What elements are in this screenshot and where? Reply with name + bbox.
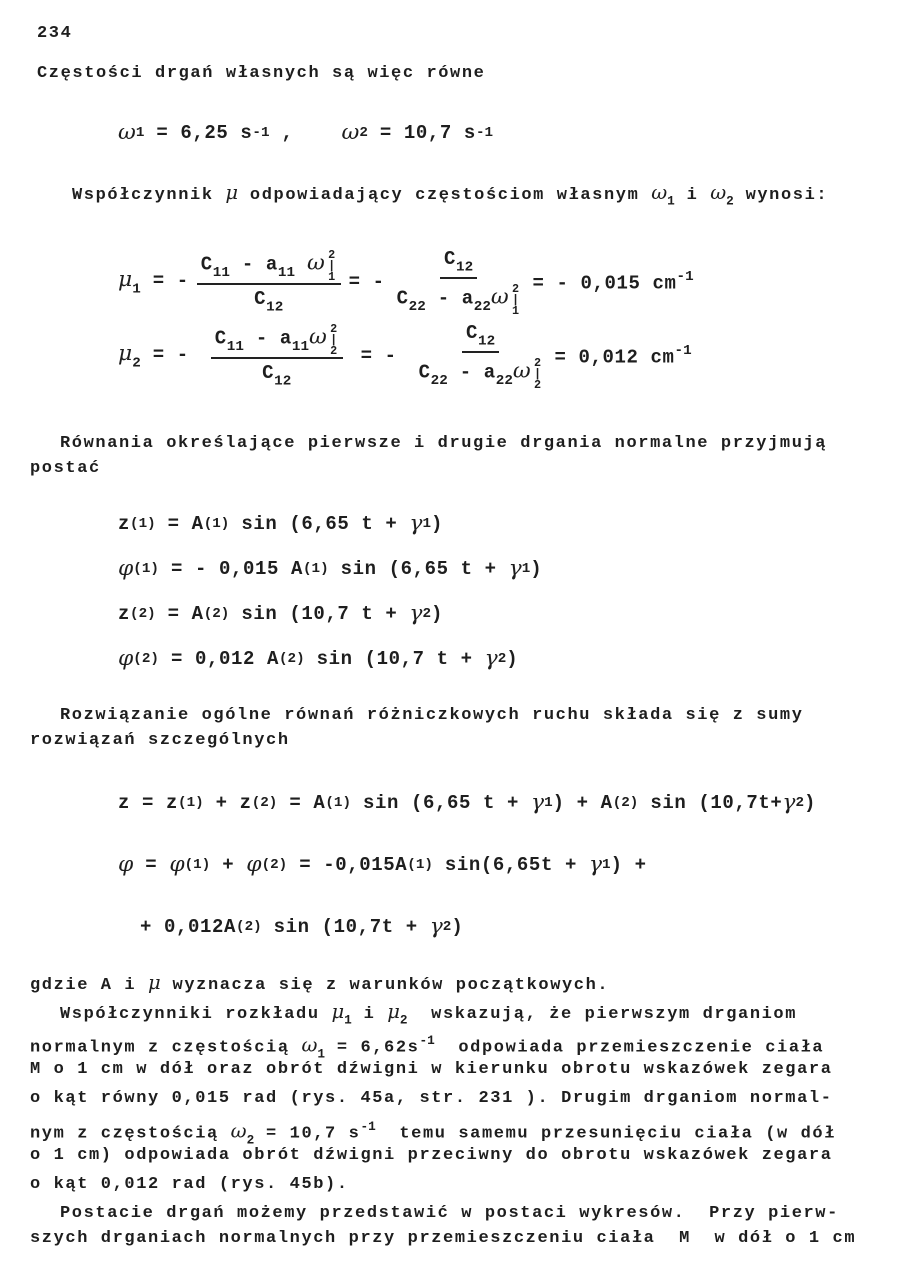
paragraph-line — [30, 1229, 856, 1249]
normal-mode-equation — [118, 646, 518, 671]
text-segment: C — [200, 253, 213, 276]
text-segment: ) + A — [552, 791, 613, 814]
subscript: 2 — [795, 794, 804, 811]
fraction-numerator — [211, 322, 343, 359]
mu2-mid — [361, 345, 397, 367]
greek-symbol: ω — [309, 324, 327, 350]
text-segment: , — [269, 121, 342, 144]
normal-mode-equation — [118, 601, 443, 626]
subscript: (2) — [278, 650, 305, 667]
text-segment: ) — [530, 557, 543, 580]
general-solution-equation — [118, 852, 647, 877]
subscript: 1 — [544, 794, 553, 811]
stacked-script: 2|2 — [326, 322, 341, 355]
text-segment: z = z — [118, 791, 179, 814]
paragraph-line — [60, 706, 804, 726]
subscript: 22 — [430, 373, 448, 390]
mu2-fraction-1 — [211, 322, 343, 389]
fraction-numerator — [197, 248, 341, 285]
fraction-denominator — [258, 359, 295, 389]
text-segment: Współczynniki rozkładu — [60, 1005, 332, 1024]
text-segment: rozwiązań szczególnych — [30, 731, 290, 750]
greek-symbol: μ — [387, 1000, 400, 1023]
general-solution-equation — [140, 914, 463, 939]
text-segment: sin (10,7t+ — [638, 791, 783, 814]
text-segment: ) — [431, 512, 444, 535]
subscript: 2 — [359, 124, 368, 141]
greek-symbol: φ — [118, 646, 134, 671]
text-segment: postać — [30, 459, 101, 478]
text-segment: = 10,7 s — [367, 121, 476, 144]
text-segment: z — [118, 512, 131, 535]
superscript: -1 — [360, 1119, 376, 1134]
text-segment: = - — [348, 270, 385, 293]
greek-symbol: ω — [301, 1033, 318, 1057]
mu1-fraction-2 — [393, 248, 525, 315]
fraction-denominator — [250, 285, 287, 315]
paragraph-line — [30, 731, 290, 751]
subscript: (2) — [236, 918, 262, 935]
greek-symbol: φ — [169, 852, 185, 877]
greek-symbol: γ — [782, 790, 796, 815]
stacked-script: 2|2 — [530, 356, 545, 390]
text-segment: = -0,015A — [287, 853, 408, 876]
text-segment: C — [254, 288, 267, 310]
text-segment: ) — [506, 647, 519, 670]
greek-symbol: φ — [246, 852, 262, 877]
omega-values-equation — [118, 120, 493, 145]
subscript: (2) — [261, 856, 288, 873]
paragraph-line — [60, 1204, 839, 1224]
mu1-result — [533, 269, 694, 295]
text-segment: sin (6,65 t + — [229, 512, 410, 535]
greek-symbol: ω — [230, 1119, 247, 1143]
greek-symbol: γ — [531, 790, 545, 815]
text-segment: o kąt 0,012 rad (rys. 45b). — [30, 1175, 349, 1194]
text-segment: i — [351, 1005, 388, 1024]
text-segment: wynosi: — [733, 186, 829, 205]
page-number: 234 — [37, 24, 73, 43]
text-segment: o 1 cm) odpowiada obrót dźwigni przeciwny do obrotu wskazówek zegara — [30, 1146, 833, 1165]
fraction-denominator — [393, 279, 525, 315]
subscript: (1) — [178, 794, 204, 811]
subscript: 2 — [422, 605, 431, 622]
text-segment: sin (10,7t + — [261, 915, 430, 938]
text-segment: C — [396, 287, 409, 310]
mu2-equation — [118, 322, 692, 389]
paragraph-line — [60, 434, 827, 454]
superscript: -1 — [252, 124, 270, 141]
subscript: 22 — [473, 299, 491, 316]
text-segment: = - 0,015 cm — [532, 272, 677, 295]
text-segment — [295, 254, 307, 276]
text-segment: o kąt równy 0,015 rad (rys. 45a, str. 231 ). Drugim drganiom normal- — [30, 1089, 833, 1108]
greek-symbol: ω — [710, 181, 727, 204]
text-segment: szych drganiach normalnych przy przemieszczeniu ciała M w dół o 1 cm — [30, 1229, 857, 1248]
subscript: 12 — [456, 259, 474, 276]
subscript: (2) — [133, 650, 159, 667]
text-segment: = - — [140, 343, 189, 366]
normal-mode-equation — [118, 556, 542, 581]
subscript: 22 — [408, 299, 426, 316]
text-segment: C — [214, 327, 227, 350]
superscript: -1 — [475, 124, 494, 141]
subscript: 2 — [132, 354, 141, 371]
greek-symbol: ω — [490, 284, 509, 310]
mu1-equation — [118, 248, 694, 315]
subscript: 2 — [442, 918, 452, 935]
subscript: 22 — [495, 373, 513, 390]
text-segment: = — [133, 853, 170, 876]
subscript: 1 — [602, 856, 611, 873]
greek-symbol: φ — [118, 556, 134, 581]
text-segment: = - — [360, 344, 397, 367]
paragraph-line — [30, 973, 609, 996]
subscript: 2 — [726, 193, 734, 209]
subscript: (2) — [203, 605, 230, 622]
text-segment: = 0,012 cm — [554, 346, 675, 369]
subscript: (1) — [203, 515, 230, 532]
greek-symbol: γ — [588, 852, 603, 877]
greek-symbol: γ — [484, 646, 498, 671]
superscript: -1 — [676, 268, 694, 285]
subscript: 12 — [274, 373, 292, 390]
text-segment: gdzie A i — [30, 976, 149, 995]
fraction-numerator — [440, 248, 477, 279]
text-segment: = 6,25 s — [144, 121, 253, 144]
text-segment: odpowiada przemieszczenie ciała — [434, 1038, 825, 1058]
subscript: 1 — [521, 560, 531, 577]
subscript: (2) — [251, 794, 278, 811]
greek-symbol: μ — [118, 266, 133, 292]
text-segment: sin (6,65 t + — [328, 557, 509, 580]
text-segment: nym z częstością — [30, 1124, 231, 1144]
text-segment: sin (10,7 t + — [304, 647, 485, 670]
text-segment: + — [210, 853, 247, 876]
mu2-fraction-2 — [415, 322, 547, 389]
text-segment: = 6,62s — [325, 1038, 420, 1058]
paragraph-line — [30, 1175, 349, 1195]
text-segment: = A — [277, 791, 326, 814]
superscript: -1 — [419, 1033, 435, 1048]
text-segment: - a — [229, 253, 278, 276]
subscript: (1) — [133, 560, 159, 577]
text-segment: Równania określające pierwsze i drugie drgania normalne przyjmują — [60, 434, 828, 453]
text-segment: normalnym z częstością — [30, 1038, 302, 1058]
fraction-numerator — [462, 322, 499, 353]
greek-symbol: μ — [225, 181, 239, 204]
intro-line — [37, 64, 485, 84]
greek-symbol: γ — [409, 601, 423, 626]
text-segment: Postacie drgań możemy przedstawić w postaci wykresów. Przy pierw- — [60, 1204, 839, 1223]
text-segment: z — [118, 602, 131, 625]
paragraph-line — [30, 459, 101, 479]
stacked-script: 2|1 — [324, 248, 339, 281]
fraction-denominator — [415, 353, 547, 389]
greek-symbol: μ — [118, 340, 133, 366]
text-segment: wskazują, że pierwszym drganiom — [407, 1005, 798, 1024]
subscript: 12 — [266, 299, 284, 316]
mu1-mid — [349, 271, 385, 293]
text-segment: i — [674, 186, 711, 205]
text-segment: - a — [447, 361, 496, 384]
mu1-fraction-1 — [197, 248, 341, 315]
greek-symbol: φ — [118, 852, 134, 877]
paragraph-line — [30, 1089, 833, 1109]
subscript: (2) — [612, 794, 639, 811]
greek-symbol: γ — [508, 556, 522, 581]
text-segment: - a — [425, 287, 474, 310]
greek-symbol: ω — [512, 358, 531, 384]
paragraph-line — [30, 1060, 833, 1080]
greek-symbol: ω — [341, 120, 360, 145]
text-segment: = 10,7 s — [254, 1124, 361, 1144]
subscript: 11 — [291, 338, 310, 355]
greek-symbol: μ — [148, 971, 161, 994]
text-segment: Współczynnik — [72, 186, 226, 205]
subscript: 11 — [212, 264, 230, 281]
subscript: (1) — [184, 856, 211, 873]
text-segment: C — [444, 248, 457, 270]
paragraph-line — [30, 1146, 833, 1166]
text-segment: C — [418, 361, 431, 384]
subscript: 1 — [135, 124, 145, 141]
subscript: 1 — [422, 515, 431, 532]
subscript: (1) — [130, 515, 156, 532]
greek-symbol: ω — [307, 250, 325, 276]
text-segment: sin (10,7 t + — [229, 602, 410, 625]
text-segment: = 0,012 A — [158, 647, 279, 670]
subscript: 1 — [317, 1046, 326, 1062]
text-segment: C — [466, 322, 479, 344]
mu2-result — [554, 343, 691, 369]
text-segment: ) + — [610, 853, 647, 876]
text-segment: = A — [155, 512, 204, 535]
text-segment: - a — [243, 327, 292, 350]
subscript: (1) — [302, 560, 329, 577]
subscript: 2 — [246, 1132, 255, 1148]
paragraph-line — [60, 1002, 797, 1031]
text-segment: temu samemu przesunięciu ciała (w dół — [375, 1124, 837, 1144]
text-segment: = - — [140, 269, 189, 292]
subscript: (2) — [130, 605, 156, 622]
text-segment: + z — [203, 791, 252, 814]
subscript: 11 — [277, 264, 296, 281]
subscript: 2 — [399, 1012, 408, 1028]
normal-mode-equation — [118, 511, 443, 536]
general-solution-equation — [118, 790, 816, 815]
subscript: (1) — [325, 794, 352, 811]
subscript: 12 — [478, 333, 496, 350]
text-segment: + 0,012A — [140, 915, 237, 938]
subscript: 1 — [667, 193, 675, 209]
text-segment: M o 1 cm w dół oraz obrót dźwigni w kierunku obrotu wskazówek zegara — [30, 1060, 833, 1079]
greek-symbol: ω — [651, 181, 668, 204]
subscript: (1) — [407, 856, 433, 873]
stacked-script: 2|1 — [508, 282, 523, 316]
text-segment: ) — [451, 915, 464, 938]
text-segment: ) — [431, 602, 444, 625]
subscript: 1 — [132, 280, 141, 297]
greek-symbol: γ — [429, 914, 443, 939]
text-segment: Rozwiązanie ogólne równań różniczkowych ruchu składa się z sumy — [60, 706, 804, 725]
mu2-lhs — [118, 341, 189, 371]
mu1-lhs — [118, 267, 189, 297]
text-segment: = - 0,015 A — [158, 557, 303, 580]
text-segment: sin (6,65 t + — [351, 791, 532, 814]
subscript: 2 — [497, 650, 507, 667]
text-segment: wyznacza się z warunków początkowych. — [160, 976, 610, 995]
greek-symbol: γ — [409, 511, 423, 536]
greek-symbol: ω — [118, 120, 136, 145]
text-segment: ) — [804, 791, 817, 814]
greek-symbol: μ — [331, 1000, 345, 1023]
text-segment: = A — [155, 602, 204, 625]
subscript: 11 — [226, 338, 244, 355]
superscript: -1 — [674, 342, 692, 359]
text-segment: odpowiadający częstościom własnym — [238, 186, 652, 205]
text-segment: C — [262, 362, 275, 384]
subscript: 1 — [344, 1012, 352, 1028]
text-segment: sin(6,65t + — [432, 853, 589, 876]
text-segment: Częstości drgań własnych są więc równe — [37, 64, 486, 83]
coefficient-intro-line — [72, 183, 828, 212]
